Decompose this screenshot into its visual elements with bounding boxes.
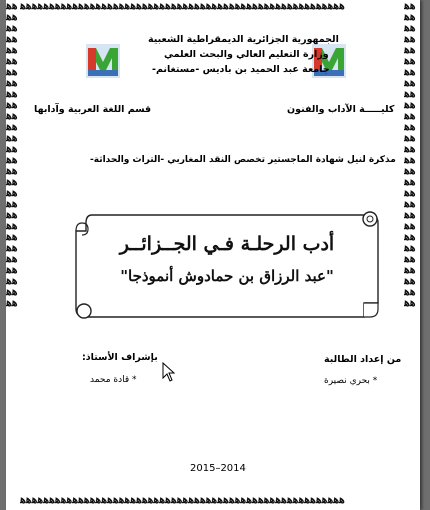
ornamental-border-top: ﻫﻫﻫﻫﻫﻫﻫﻫﻫﻫﻫﻫﻫﻫﻫﻫﻫﻫﻫﻫﻫﻫﻫﻫﻫﻫﻫﻫﻫﻫﻫﻫﻫﻫﻫﻫﻫﻫﻫﻫﻫﻫﻫﻫﻫﻫﻫﻫﻫﻫﻫﻫﻫﻫﻫﻫ: [20, 0, 345, 12]
mouse-pointer-icon: [162, 362, 176, 382]
ornamental-border-right: ﻫﻫﻫﻫﻫﻫﻫﻫﻫﻫﻫﻫﻫﻫﻫﻫﻫﻫﻫﻫﻫﻫﻫﻫﻫﻫﻫﻫﻫﻫﻫﻫﻫﻫﻫﻫﻫﻫﻫﻫﻫﻫﻫﻫﻫﻫﻫﻫﻫﻫﻫﻫﻫﻫﻫﻫ: [404, 0, 416, 309]
student-label: من إعداد الطالبة: [324, 354, 402, 365]
academic-year: 2015–2014: [190, 463, 246, 474]
university-logo-icon: [310, 40, 348, 82]
title-scroll-banner: [72, 205, 382, 327]
header-department: قسم اللغة العربية وآدابها: [34, 104, 152, 115]
thesis-subtitle: "عبد الرزاق بن حمادوش أنموذجا": [120, 267, 334, 285]
header-faculty: كليـــــة الآداب والفنون: [287, 104, 395, 115]
document-page: [6, 0, 420, 510]
memo-subtitle: مذكرة لنيل شهادة الماجستير تخصص النقد المغاربي -التراث والحداثة-: [90, 155, 396, 165]
ornamental-border-bottom: ﻫﻫﻫﻫﻫﻫﻫﻫﻫﻫﻫﻫﻫﻫﻫﻫﻫﻫﻫﻫﻫﻫﻫﻫﻫﻫﻫﻫﻫﻫﻫﻫﻫﻫﻫﻫﻫﻫﻫﻫﻫﻫﻫﻫﻫﻫﻫﻫﻫﻫﻫﻫﻫﻫﻫﻫ: [20, 494, 345, 506]
supervisor-label: بإشراف الأستاذ:: [82, 352, 158, 363]
supervisor-name: * قادة محمد: [90, 375, 137, 385]
header-ministry: وزارة التعليم العالي والبحث العلمي: [164, 49, 329, 60]
university-logo-icon: [84, 40, 122, 82]
thesis-title: أدب الرحلـة فـي الجــزائــر: [119, 233, 335, 255]
header-university: جامعة عبد الحميد بن باديس -مستغانم-: [152, 64, 330, 75]
header-republic: الجمهورية الجزائرية الديمقراطية الشعبية: [148, 34, 339, 45]
student-name: * بحري نصيرة: [324, 376, 378, 386]
ornamental-border-left: ﻫﻫﻫﻫﻫﻫﻫﻫﻫﻫﻫﻫﻫﻫﻫﻫﻫﻫﻫﻫﻫﻫﻫﻫﻫﻫﻫﻫﻫﻫﻫﻫﻫﻫﻫﻫﻫﻫﻫﻫﻫﻫﻫﻫﻫﻫﻫﻫﻫﻫﻫﻫﻫﻫﻫﻫ: [6, 0, 18, 309]
